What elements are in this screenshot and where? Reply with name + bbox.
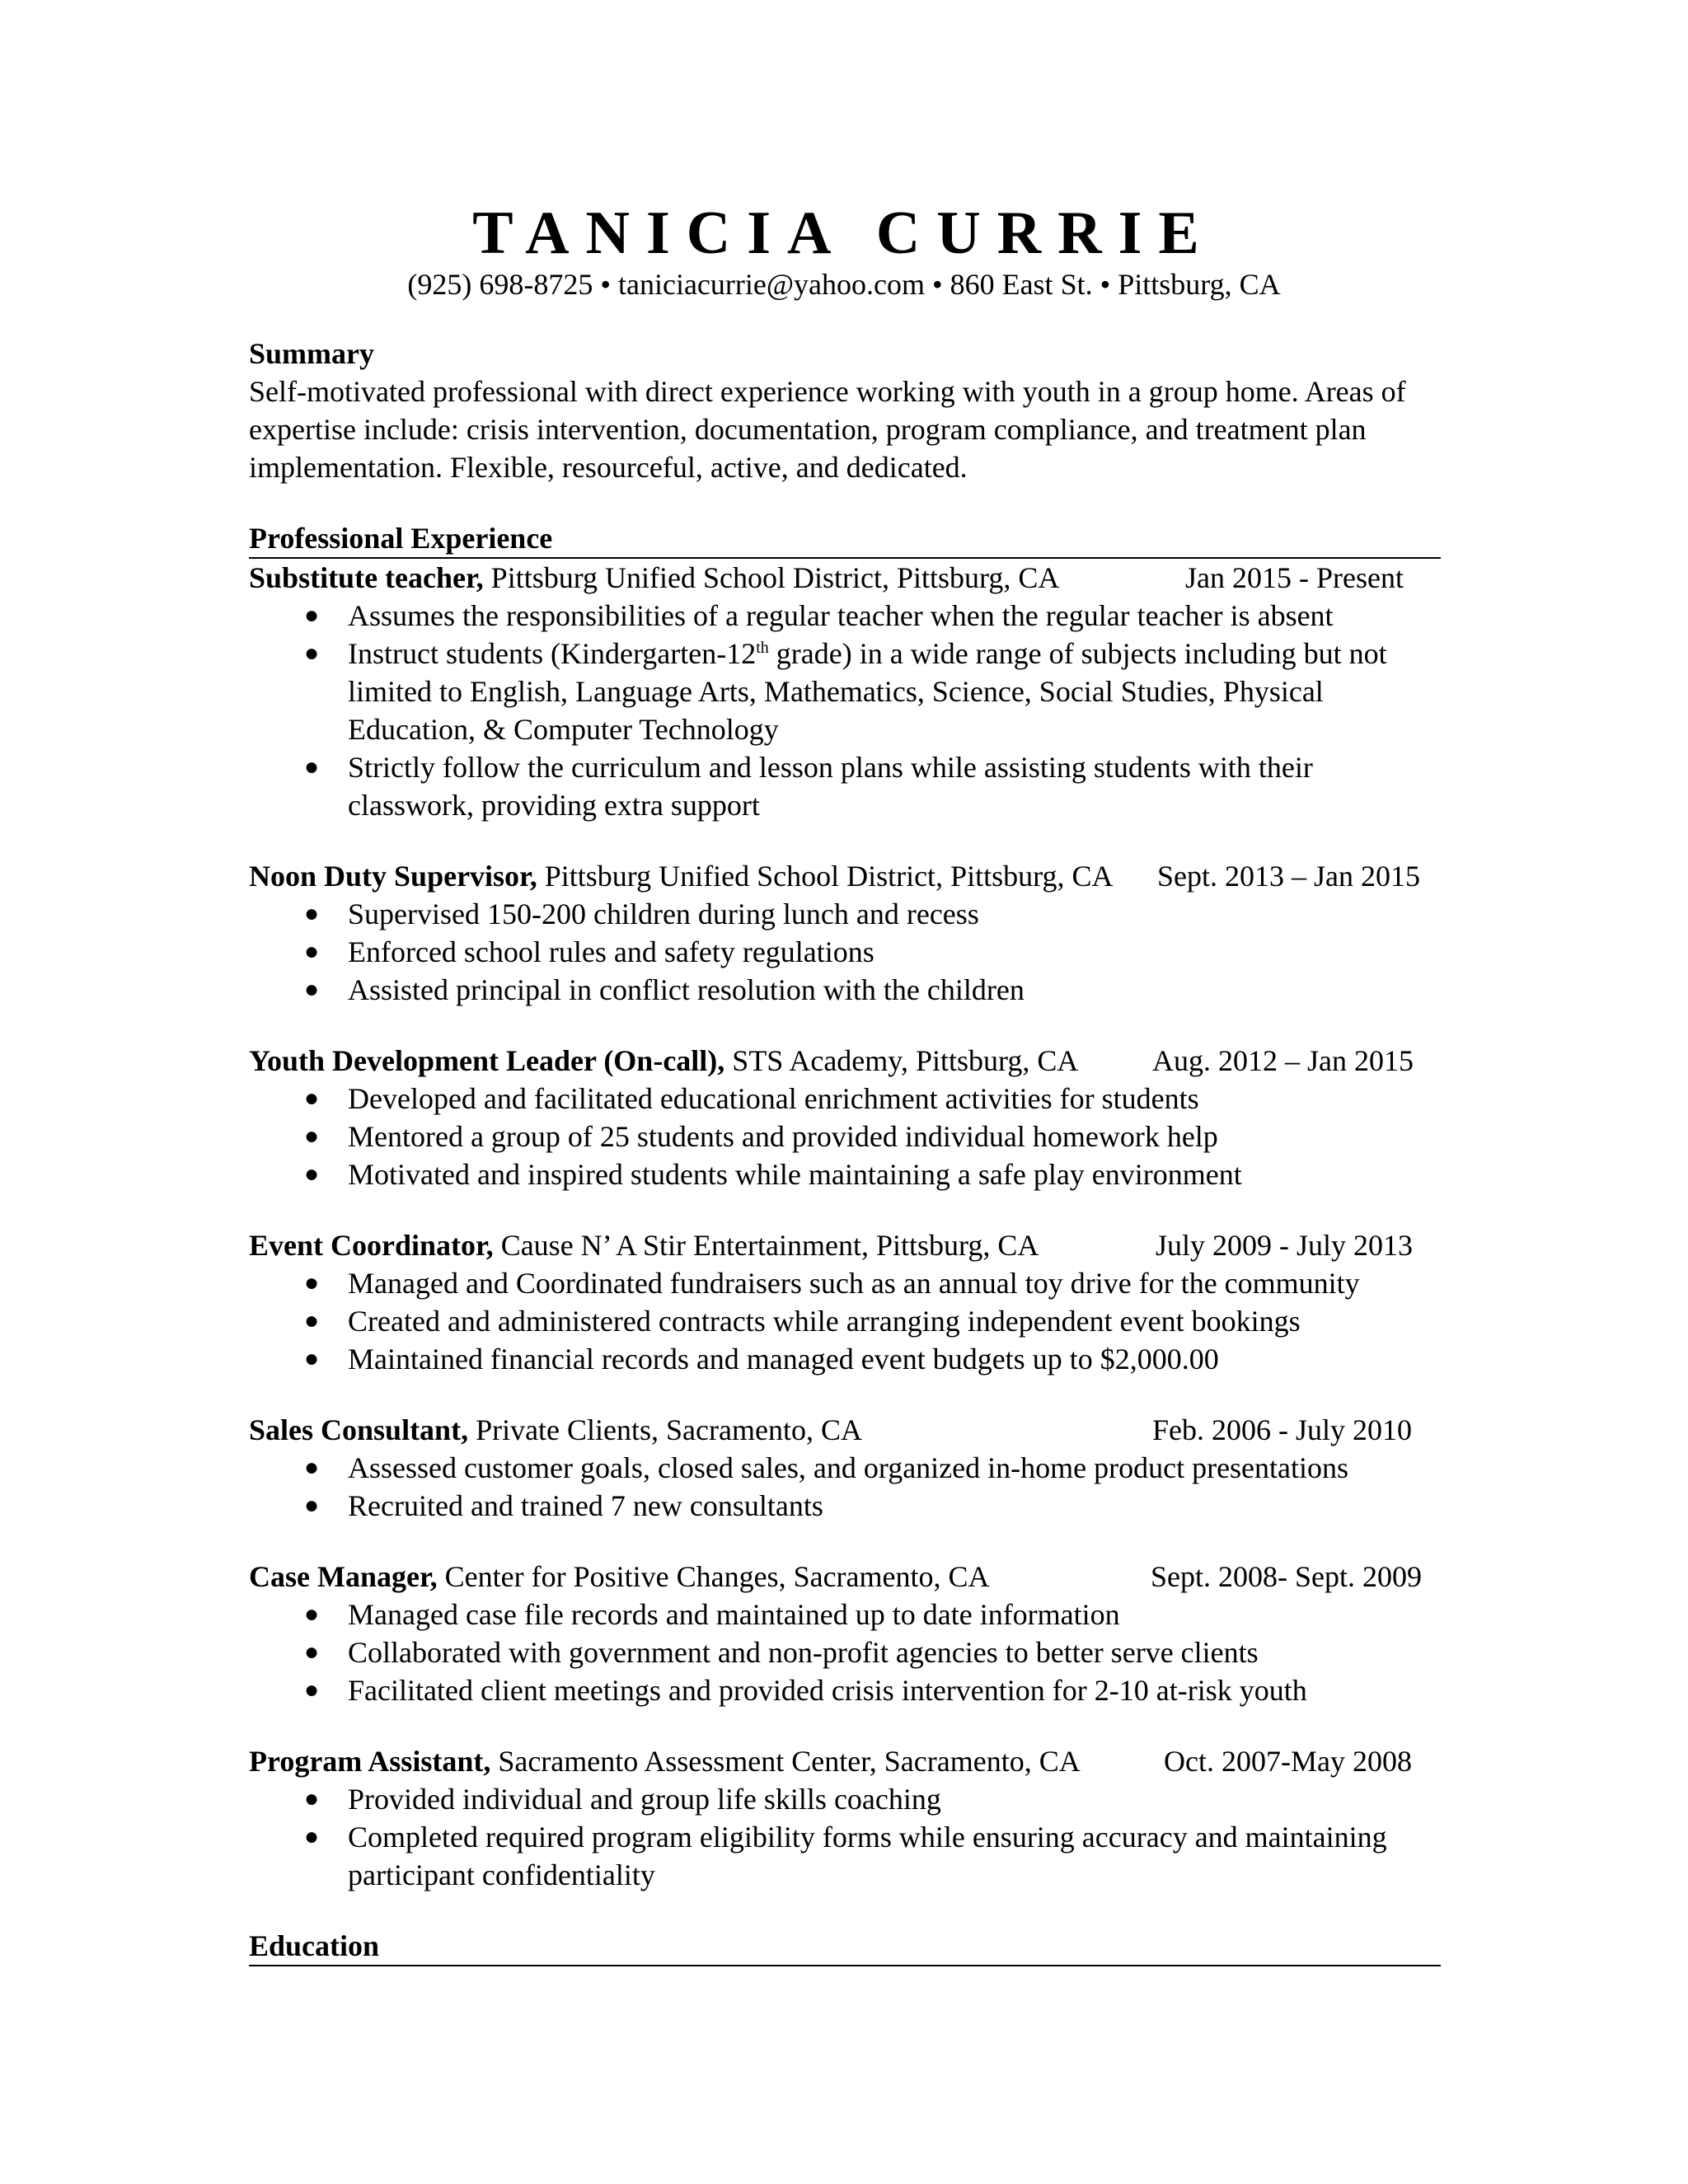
job-bullet-list — [249, 895, 1441, 1009]
list-item: ● Collaborated with government and non-profit agencies to better serve clients — [304, 1636, 1259, 1669]
list-item: ● Managed and Coordinated fundraisers such as an annual toy drive for the community — [304, 1267, 1360, 1300]
list-item: ● Recruited and trained 7 new consultants — [304, 1489, 823, 1522]
job-organization: Private Clients, Sacramento, CA — [468, 1413, 862, 1446]
job-dates: Aug. 2012 – Jan 2015 — [1152, 1044, 1414, 1077]
candidate-name: TANICIA CURRIE — [472, 199, 1216, 267]
list-item: ● Provided individual and group life skills coaching — [304, 1783, 941, 1816]
list-item: ● Assessed customer goals, closed sales, and organized in-home product presentations — [304, 1451, 1349, 1484]
job-title: Noon Duty Supervisor, — [249, 860, 537, 893]
job-dates: July 2009 - July 2013 — [1156, 1229, 1414, 1262]
job-title: Substitute teacher, — [249, 561, 484, 594]
job-title: Case Manager, — [249, 1560, 438, 1593]
education-heading: Education — [249, 1927, 1441, 1966]
job-entry — [249, 1742, 1441, 1894]
experience-heading: Professional Experience — [249, 519, 1441, 559]
job-title: Event Coordinator, — [249, 1229, 494, 1262]
job-bullet-list — [249, 1780, 1441, 1894]
contact-line: (925) 698-8725 • taniciacurrie@yahoo.com • 860 East St. • Pittsburg, CA — [407, 268, 1281, 301]
job-dates: Oct. 2007-May 2008 — [1164, 1745, 1412, 1778]
list-item: ● Motivated and inspired students while maintaining a safe play environment — [304, 1158, 1242, 1191]
list-item: ● Completed required program eligibility forms while ensuring accuracy and maintaining participant confidentiality — [304, 1821, 1387, 1891]
job-bullet-list — [249, 1264, 1441, 1378]
job-dates: Sept. 2013 – Jan 2015 — [1157, 860, 1420, 893]
list-item: ● Supervised 150-200 children during lunch and recess — [304, 898, 979, 930]
job-bullet-list — [249, 597, 1441, 824]
list-item: ● Enforced school rules and safety regulations — [304, 935, 874, 968]
job-organization: STS Academy, Pittsburg, CA — [724, 1044, 1079, 1077]
job-entry — [249, 559, 1441, 824]
summary-text: Self-motivated professional with direct experience working with youth in a group home. Areas of expertise include: crisis intervention, documentation, program compliance, and treatment plan implementation. Flexible, resourceful, active, and dedicated. — [249, 375, 1406, 484]
list-item: ● Assisted principal in conflict resolution with the children — [304, 973, 1025, 1006]
job-title: Sales Consultant, — [249, 1413, 469, 1446]
job-dates: Jan 2015 - Present — [1185, 561, 1404, 594]
job-bullet-list — [249, 1080, 1441, 1193]
job-header — [249, 857, 1441, 895]
list-item: ● Created and administered contracts while arranging independent event bookings — [304, 1305, 1301, 1338]
job-header — [249, 1042, 1441, 1080]
job-dates: Feb. 2006 - July 2010 — [1152, 1413, 1412, 1446]
list-item: ● Strictly follow the curriculum and lesson plans while assisting students with their classwork, providing extra support — [304, 751, 1313, 822]
job-header — [249, 1558, 1441, 1596]
job-header — [249, 1411, 1441, 1449]
job-title: Youth Development Leader (On-call), — [249, 1044, 725, 1077]
list-item: ● Managed case file records and maintained up to date information — [304, 1598, 1120, 1631]
job-entry — [249, 1411, 1441, 1525]
job-organization: Cause N’ A Stir Entertainment, Pittsburg, CA — [493, 1229, 1039, 1262]
resume-content — [249, 335, 1441, 1966]
bullet-with-superscript: Instruct students (Kindergarten-12th grade) in a wide range of subjects including but not limited to English, Language Arts, Mathematics, Science, Social Studies, Physical Education, & Computer Technology — [348, 637, 1387, 746]
job-entry — [249, 1042, 1441, 1193]
job-entry — [249, 1226, 1441, 1378]
job-bullet-list — [249, 1449, 1441, 1525]
job-organization: Sacramento Assessment Center, Sacramento, CA — [490, 1745, 1081, 1778]
job-organization: Pittsburg Unified School District, Pittsburg, CA — [483, 561, 1060, 594]
job-header — [249, 1226, 1441, 1264]
list-item: ● Instruct students (Kindergarten-12th grade) in a wide range of subjects including but not limited to English, Language Arts, Mathematics, Science, Social Studies, Physical Education, & Computer Technology — [304, 637, 1387, 746]
job-organization: Pittsburg Unified School District, Pittsburg, CA — [537, 860, 1114, 893]
job-header — [249, 559, 1441, 597]
list-item: ● Assumes the responsibilities of a regular teacher when the regular teacher is absent — [304, 599, 1334, 632]
list-item: ● Developed and facilitated educational enrichment activities for students — [304, 1082, 1199, 1115]
job-organization: Center for Positive Changes, Sacramento, CA — [437, 1560, 990, 1593]
job-header — [249, 1742, 1441, 1780]
list-item: ● Mentored a group of 25 students and provided individual homework help — [304, 1120, 1218, 1153]
list-item: ● Facilitated client meetings and provided crisis intervention for 2-10 at-risk youth — [304, 1674, 1307, 1707]
job-bullet-list — [249, 1596, 1441, 1709]
list-item: ● Maintained financial records and managed event budgets up to $2,000.00 — [304, 1343, 1219, 1376]
job-title: Program Assistant, — [249, 1745, 491, 1778]
job-entry — [249, 1558, 1441, 1709]
summary-heading: Summary — [249, 337, 374, 370]
job-dates: Sept. 2008- Sept. 2009 — [1151, 1560, 1422, 1593]
job-entry — [249, 857, 1441, 1009]
